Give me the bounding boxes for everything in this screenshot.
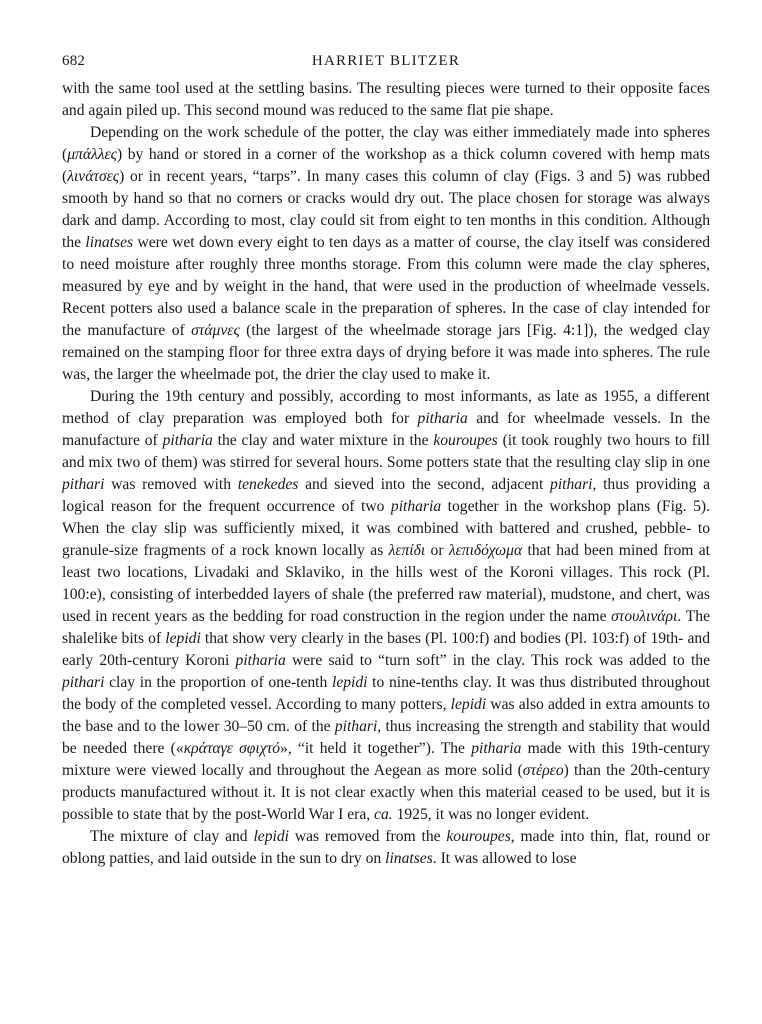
page	[62, 48, 710, 870]
text-run: During the 19th century and possibly, according to most informants, as late as 1955, a different method of clay preparation was employed both for	[62, 388, 710, 427]
italic-term: pitharia	[235, 652, 286, 669]
italic-term: λινάτσες	[67, 168, 120, 185]
italic-term: kouroupes	[446, 828, 511, 845]
text-run: (it took roughly two hours to fill and mix two of them) was stirred for several hours. Some potters state that the resulting clay slip in one	[62, 432, 710, 471]
italic-term: linatses	[385, 850, 433, 867]
text-run: ) than the 20th-century products manufactured without it. It is not clear exactly when this material ceased to be used, but it is possible to state that by the post-World War I era,	[62, 762, 710, 823]
text-run: . It was allowed to lose	[432, 850, 577, 867]
italic-term: tenekedes	[237, 476, 299, 493]
italic-term: pithari	[62, 674, 105, 691]
page-header	[62, 48, 710, 74]
paragraph	[62, 78, 710, 122]
text-run: clay in the proportion of one-tenth	[104, 674, 332, 691]
text-run: with the same tool used at the settling basins. The resulting pieces were turned to their opposite faces and again piled up. This second mound was reduced to the same flat pie shape.	[62, 80, 710, 119]
text-run: ) by hand or stored in a corner of the workshop as a thick column covered with hemp mats (	[62, 146, 710, 185]
page-number: 682	[62, 53, 86, 69]
italic-term: στουλινάρι	[611, 608, 678, 625]
italic-term: pitharia	[417, 410, 468, 427]
italic-term: στάμνες	[191, 322, 240, 339]
italic-term: pithari	[334, 718, 378, 735]
italic-term: lepidi	[450, 696, 487, 713]
paragraph	[62, 122, 710, 386]
italic-term: λεπίδι	[388, 542, 426, 559]
italic-term: pitharia	[390, 498, 442, 515]
article-body	[62, 78, 710, 870]
italic-term: κράταγε σφιχτό	[183, 740, 281, 757]
text-run: to nine-tenths clay. It was thus distributed throughout the body of the completed vessel. According to many potters,	[62, 674, 710, 713]
paragraph	[62, 826, 710, 870]
italic-term: ca.	[374, 806, 393, 823]
text-run: », “it held it together”). The	[280, 740, 472, 757]
text-run: and sieved into the second, adjacent	[298, 476, 551, 493]
italic-term: στέρεο	[522, 762, 564, 779]
text-run: made with this 19th-century mixture were viewed locally and throughout the Aegean as more solid (	[62, 740, 711, 779]
text-run: 1925, it was no longer evident.	[392, 806, 590, 823]
text-run: , made into thin, flat, round or oblong patties, and laid outside in the sun to dry on	[62, 828, 710, 867]
italic-term: λεπιδόχωμα	[448, 542, 523, 559]
italic-term: lepidi	[331, 674, 368, 691]
text-run: together in the workshop plans (Fig. 5). When the clay slip was sufficiently mixed, it was combined with battered and crushed, pebble- to granule-size fragments of a rock known locally as	[62, 498, 710, 559]
text-run: and for wheelmade vessels. In the manufacture of	[62, 410, 710, 449]
text-run: that had been mined from at least two locations, Livadaki and Sklaviko, in the hills west of the Koroni villages. This rock (Pl. 100:e), consisting of interbedded layers of shale (the preferred raw material), mudstone, and chert, was used in recent years as the bedding for road construction in the region under the name	[62, 542, 710, 625]
text-run: was removed from the	[288, 828, 447, 845]
italic-term: pithari	[550, 476, 593, 493]
text-run: were wet down every eight to ten days as a matter of course, the clay itself was considered to need moisture after roughly three months storage. From this column were made the clay spheres, measured by eye and by weight in the hand, that were used in the production of wheelmade vessels. Recent potters also used a balance scale in the preparation of spheres. In the case of clay intended for the manufacture of	[62, 234, 710, 339]
text-run: , thus providing a logical reason for the frequent occurrence of two	[62, 476, 711, 515]
text-run: the clay and water mixture in the	[212, 432, 434, 449]
text-run: , thus increasing the strength and stability that would be needed there («	[62, 718, 710, 757]
text-run: ) or in recent years, “tarps”. In many cases this column of clay (Figs. 3 and 5) was rubbed smooth by hand so that no corners or cracks would dry out. The place chosen for storage was always dark and damp. According to most, clay could sit from eight to ten months in this condition. Although the	[62, 168, 710, 251]
italic-term: lepidi	[165, 630, 201, 647]
text-run: Depending on the work schedule of the potter, the clay was either immediately made into spheres (	[62, 124, 710, 163]
text-run: (the largest of the wheelmade storage jars [Fig. 4:1]), the wedged clay remained on the stamping floor for three extra days of drying before it was made into spheres. The rule was, the larger the wheelmade pot, the drier the clay used to make it.	[62, 322, 710, 383]
italic-term: μπάλλες	[67, 146, 118, 163]
text-run: or	[425, 542, 449, 559]
text-run: that show very clearly in the bases (Pl. 100:f) and bodies (Pl. 103:f) of 19th- and early 20th-century Koroni	[62, 630, 711, 669]
text-run: was also added in extra amounts to the base and to the lower 30–50 cm. of the	[62, 696, 710, 735]
text-run: The mixture of clay and	[90, 828, 254, 845]
paragraph	[62, 386, 710, 826]
italic-term: kouroupes	[433, 432, 498, 449]
text-run: were said to “turn soft” in the clay. This rock was added to the	[285, 652, 710, 669]
italic-term: pitharia	[162, 432, 213, 449]
italic-term: lepidi	[253, 828, 289, 845]
running-head: HARRIET BLITZER	[311, 53, 461, 69]
italic-term: pithari	[62, 476, 105, 493]
text-run: . The shalelike bits of	[62, 608, 711, 647]
italic-term: pitharia	[471, 740, 522, 757]
text-run: was removed with	[104, 476, 238, 493]
italic-term: linatses	[85, 234, 134, 251]
